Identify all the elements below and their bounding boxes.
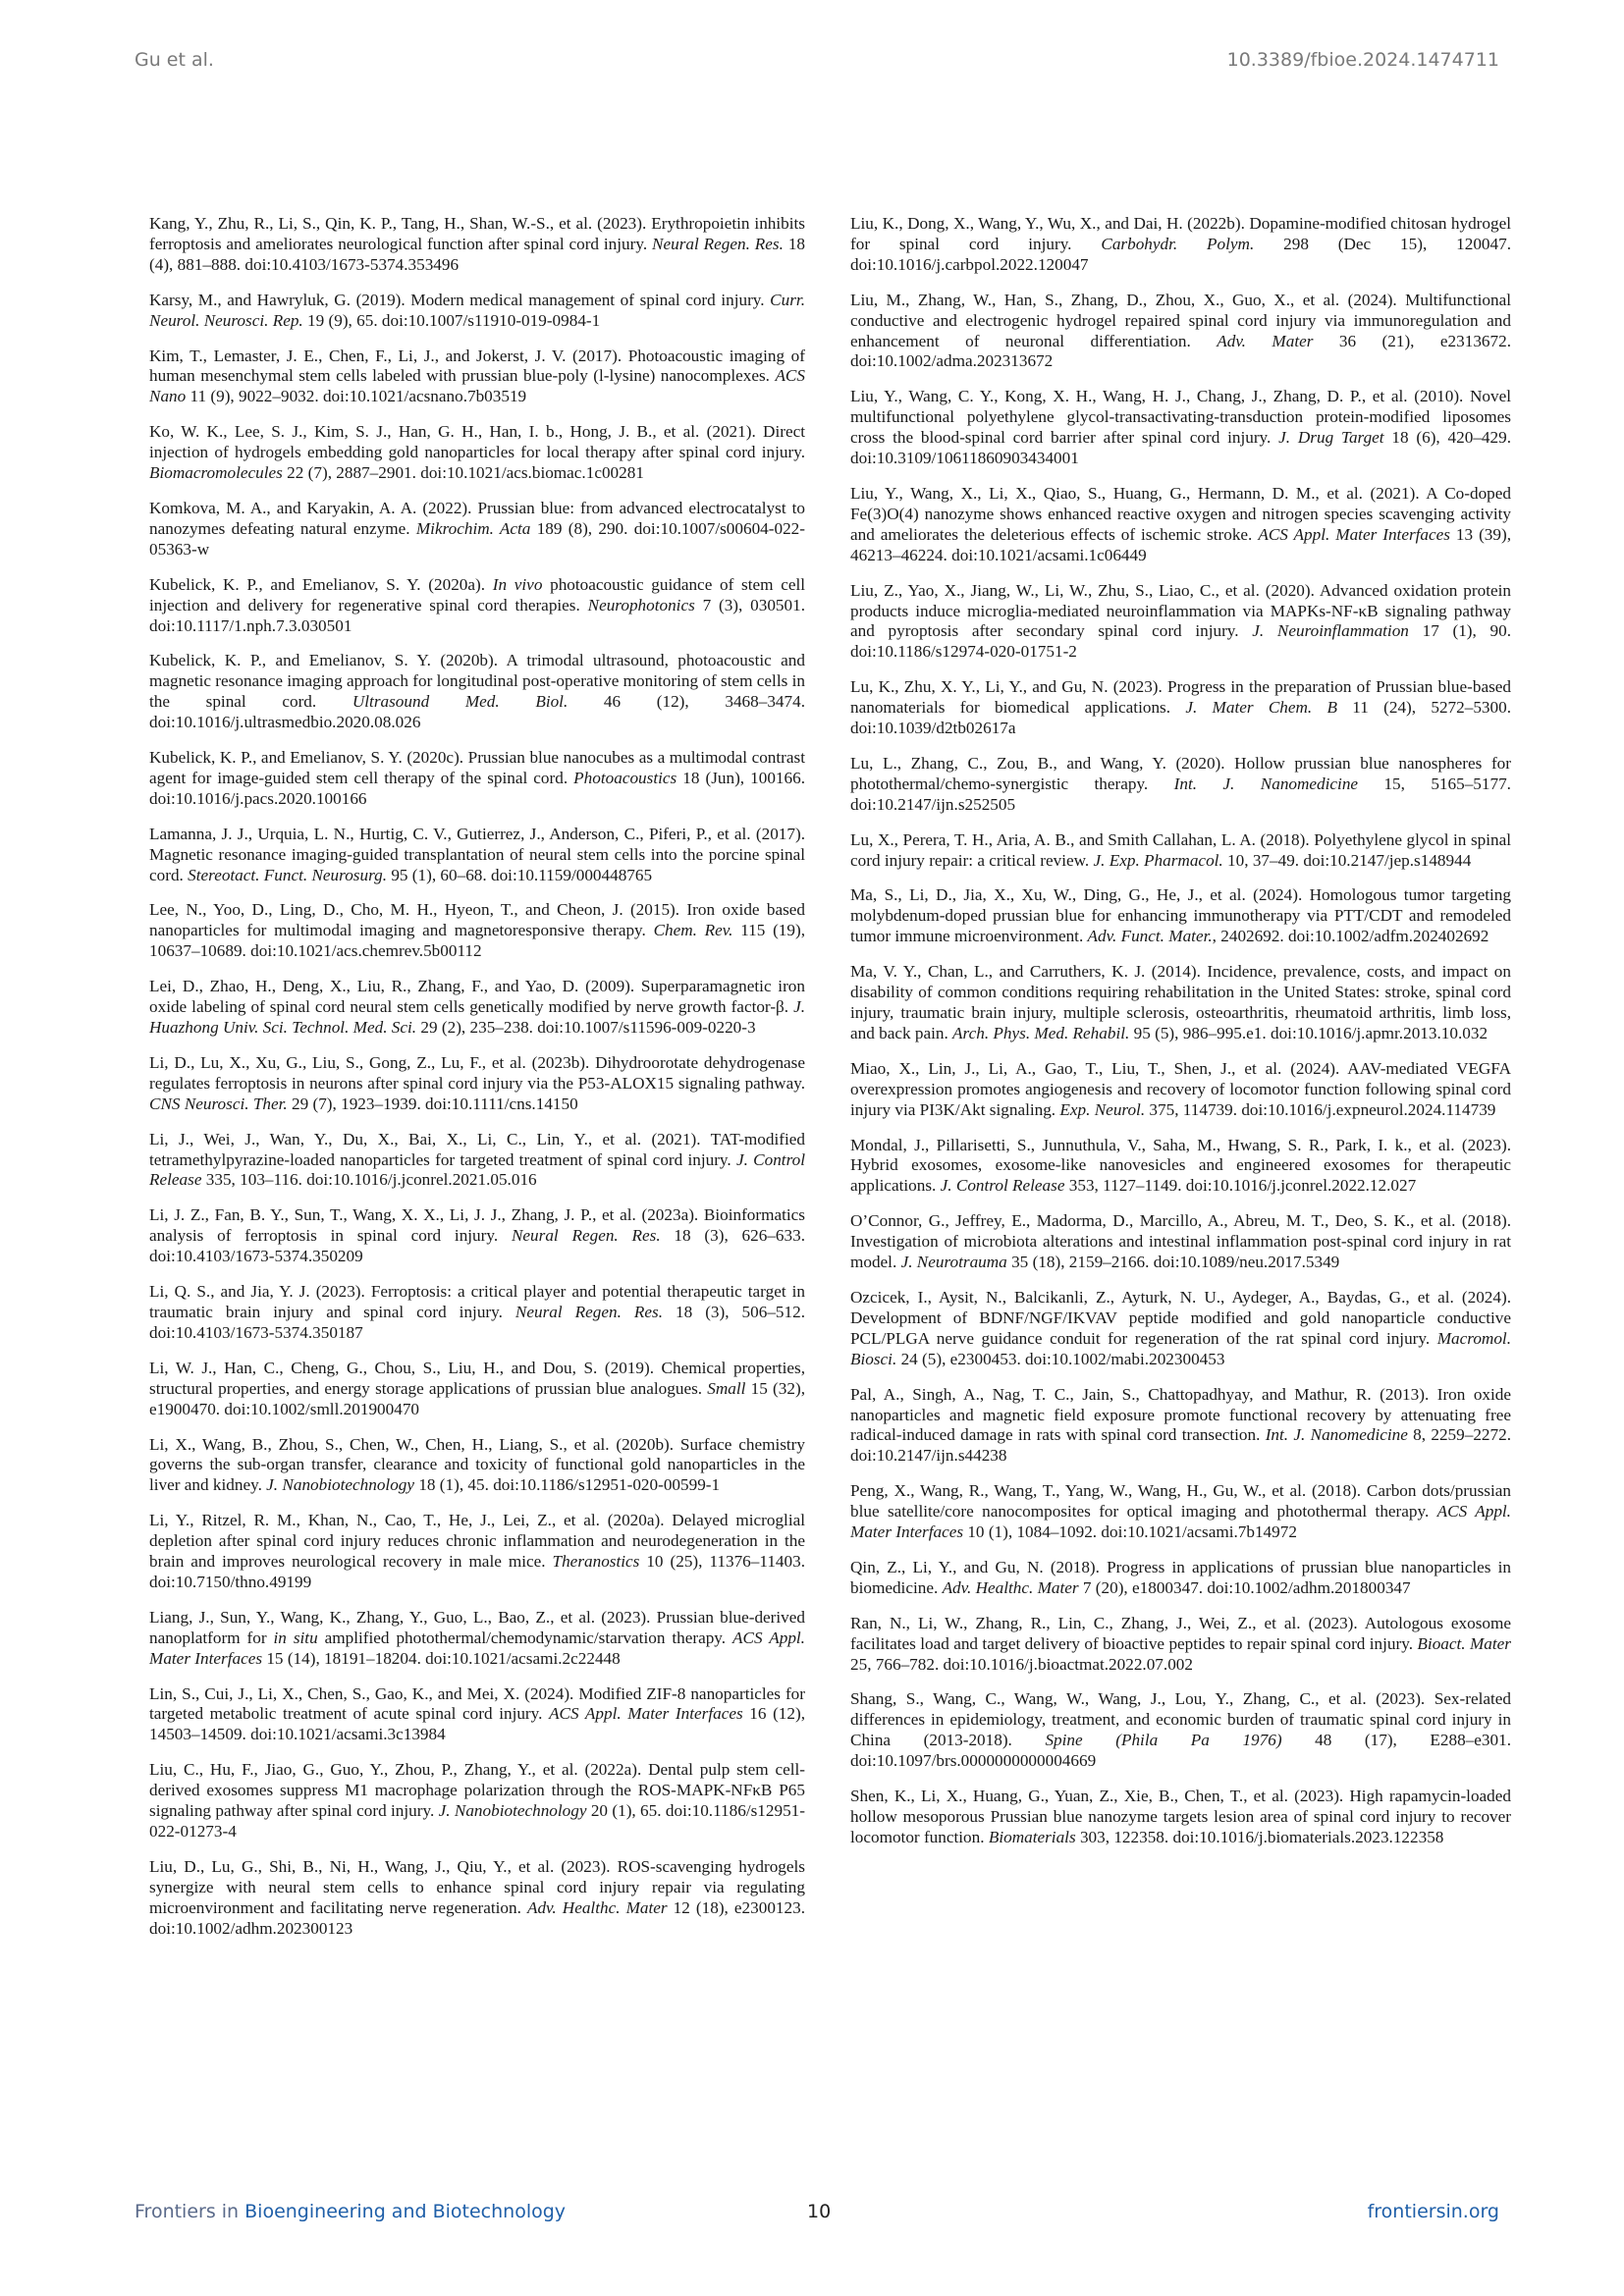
journal-name: Int. J. Nanomedicine [1173,774,1359,793]
reference-text: Mondal, J., Pillarisetti, S., Junnuthula, V., Saha, M., Hwang, S. R., Park, I. k., et al. (2023). Hybrid exosomes, exosome-like nanovesicles and engineered exosomes for therapeutic applications. [850,1135,1511,1196]
reference-text: 18 (6), 420–429. doi:10.3109/10611860903434001 [850,428,1511,468]
reference-text: 10, 37–49. doi:10.2147/jep.s148944 [1222,850,1472,870]
reference-entry [149,422,805,484]
reference-entry [149,499,805,561]
reference-text: Miao, X., Lin, J., Li, A., Gao, T., Liu, T., Shen, J., et al. (2024). AAV-mediated VEGFA overexpression promotes angiogenesis and recovery of locomotor function following spinal cord injury via PI3K/Akt signaling. [850,1058,1511,1119]
reference-text: 18 (Jun), 100166. doi:10.1016/j.pacs.2020.100166 [149,768,805,808]
reference-text: Pal, A., Singh, A., Nag, T. C., Jain, S., Chattopadhyay, and Mathur, R. (2013). Iron oxide nanoparticles and magnetic field exposure promote functional recovery by attenuating free radical-induced damage in rats with spinal cord transection. [850,1384,1511,1445]
journal-name: Arch. Phys. Med. Rehabil. [952,1023,1130,1042]
reference-text: Li, X., Wang, B., Zhou, S., Chen, W., Chen, H., Liang, S., et al. (2020b). Surface chemistry governs the sub-organ transfer, clearance and toxicity of functional gold nanoparticles in the liver and kidney. [149,1434,805,1495]
reference-text: 375, 114739. doi:10.1016/j.expneurol.2024.114739 [1145,1099,1496,1119]
page-footer [135,2201,1499,2230]
reference-entry [850,387,1511,469]
reference-text: Liang, J., Sun, Y., Wang, K., Zhang, Y., Guo, L., Bao, Z., et al. (2023). Prussian blue-derived nanoplatform for [149,1607,805,1647]
reference-entry [149,1053,805,1115]
reference-entry [149,1130,805,1192]
reference-entry [149,291,805,332]
reference-entry [149,1608,805,1670]
footer-journal-name: Bioengineering and Biotechnology [244,2201,567,2222]
journal-name: Mikrochim. Acta [415,518,531,538]
reference-text: 35 (18), 2159–2166. doi:10.1089/neu.2017.5349 [1006,1253,1340,1272]
reference-entry [850,1787,1511,1848]
reference-entry [149,1205,805,1267]
reference-text: 36 (21), e2313672. doi:10.1002/adma.202313672 [850,331,1512,371]
footer-site-link[interactable]: frontiersin.org [1367,2201,1499,2222]
journal-name: Theranostics [552,1552,640,1572]
reference-entry [149,1857,805,1940]
reference-entry [850,581,1511,664]
reference-text: 95 (5), 986–995.e1. doi:10.1016/j.apmr.2013.10.032 [1129,1023,1489,1042]
reference-text: 8, 2259–2272. doi:10.2147/ijn.s44238 [850,1425,1512,1466]
reference-entry [149,575,805,637]
reference-text: Liu, Y., Wang, C. Y., Kong, X. H., Wang, H. J., Chang, J., Zhang, D. P., et al. (2010). Novel multifunctional polyethylene glycol-transactivating-transduction protein-modified liposomes cross the blood-spinal cord barrier after spinal cord injury. [850,387,1511,448]
journal-name: ACS Appl. Mater Interfaces [149,1628,805,1668]
reference-text: Karsy, M., and Hawryluk, G. (2019). Modern medical management of spinal cord injury. [149,290,771,309]
reference-entry [149,1760,805,1842]
reference-text: 7 (20), e1800347. doi:10.1002/adhm.201800347 [1078,1577,1411,1597]
reference-text: 115 (19), 10637–10689. doi:10.1021/acs.chemrev.5b00112 [149,921,805,961]
reference-text: , 2402692. doi:10.1002/adfm.202402692 [1212,927,1489,946]
reference-text: 10 (1), 1084–1092. doi:10.1021/acsami.7b14972 [963,1522,1297,1542]
reference-text: 18 (3), 626–633. doi:10.4103/1673-5374.350209 [149,1226,805,1266]
journal-name: Exp. Neurol. [1059,1099,1146,1119]
reference-text: Liu, Y., Wang, X., Li, X., Qiao, S., Huang, G., Hermann, D. M., et al. (2021). A Co-doped Fe(3)O(4) nanozyme shows enhanced reactive oxygen and nitrogen species scavenging activity and ameliorates the deleterious effects of ischemic stroke. [850,483,1511,544]
reference-entry [149,1511,805,1593]
journal-name: Adv. Funct. Mater. [1087,927,1213,946]
reference-text: Ozcicek, I., Aysit, N., Balcikanli, Z., Ayturk, N. U., Aydeger, A., Baydas, G., et al. (2024). Development of BDNF/NGF/IKVAV peptide modified and gold nanoparticle conductive PCL/PLGA nerve guidance conduit for regeneration of the rat spinal cord injury. [850,1287,1511,1348]
reference-text: 11 (9), 9022–9032. doi:10.1021/acsnano.7b03519 [186,387,527,406]
reference-text: 10 (25), 11376–11403. doi:10.7150/thno.49199 [149,1552,805,1591]
reference-text: 29 (7), 1923–1939. doi:10.1111/cns.14150 [287,1094,578,1113]
italic-term: in situ [273,1628,318,1647]
reference-entry [850,1211,1511,1273]
reference-text: 17 (1), 90. doi:10.1186/s12974-020-01751-2 [850,621,1511,662]
journal-name: Macromol. Biosci. [850,1328,1511,1368]
reference-entry [149,651,805,733]
reference-text: Shang, S., Wang, C., Wang, W., Wang, J., Lou, Y., Zhang, C., et al. (2023). Sex-related differences in epidemiology, treatment, and economic burden of traumatic spinal cord injury in China (2013-2018). [850,1689,1511,1750]
reference-text: 48 (17), E288–e301. doi:10.1097/brs.0000000000004669 [850,1731,1511,1771]
reference-text: Liu, M., Zhang, W., Han, S., Zhang, D., Zhou, X., Guo, X., et al. (2024). Multifunctional conductive and electrogenic hydrogel repaired spinal cord injury via immunoregulation and enhancement of neuronal differentiation. [850,290,1511,350]
reference-text: Lamanna, J. J., Urquia, L. N., Hurtig, C. V., Gutierrez, J., Anderson, C., Piferi, P., et al. (2017). Magnetic resonance imaging-guided transplantation of neural stem cells into the porcine spinal cord. [149,824,805,884]
reference-text: Li, Q. S., and Jia, Y. J. (2023). Ferroptosis: a critical player and potential therapeutic target in traumatic brain injury and spinal cord injury. [149,1282,805,1321]
journal-name: Adv. Healthc. Mater [526,1897,668,1917]
reference-entry [850,962,1511,1044]
reference-text: Kubelick, K. P., and Emelianov, S. Y. (2020a). [149,574,493,594]
reference-text: Lu, K., Zhu, X. Y., Li, Y., and Gu, N. (2023). Progress in the preparation of Prussian blue-based nanomaterials for biomedical applications. [850,677,1511,718]
reference-entry [850,677,1511,739]
reference-entry [149,900,805,962]
reference-text: Ma, S., Li, D., Jia, X., Xu, W., Ding, G., He, J., et al. (2024). Homologous tumor targeting molybdenum-doped prussian blue for enhancing immunotherapy via PTT/CDT and remodeled tumor immune microenvironment. [850,885,1511,946]
journal-name: J. Mater Chem. B [1185,698,1338,718]
reference-text: 15 (14), 18191–18204. doi:10.1021/acsami.2c22448 [262,1648,621,1668]
journal-name: Chem. Rev. [653,921,733,940]
reference-text: Shen, K., Li, X., Huang, G., Yuan, Z., Xie, B., Chen, T., et al. (2023). High rapamycin-loaded hollow mesoporous Prussian blue nanozyme targets lesion area of spinal cord injury to recover locomotor function. [850,1787,1511,1846]
reference-entry [850,1059,1511,1121]
journal-name: Small [707,1378,746,1398]
reference-text: Ko, W. K., Lee, S. J., Kim, S. J., Han, G. H., Han, I. b., Hong, J. B., et al. (2021). Direct injection of hydrogels embedding gold nanoparticles for local therapy after spinal cord injury. [149,422,805,462]
reference-text: Liu, D., Lu, G., Shi, B., Ni, H., Wang, J., Qiu, Y., et al. (2023). ROS-scavenging hydrogels synergize with neural stem cells to enhance spinal cord injury repair via regulating microenvironment and facilitating nerve regeneration. [149,1856,805,1917]
reference-text: Li, J., Wei, J., Wan, Y., Du, X., Bai, X., Li, C., Lin, Y., et al. (2021). TAT-modified tetramethylpyrazine-loaded nanoparticles for targeted treatment of spinal cord injury. [149,1129,805,1169]
reference-entry [850,1288,1511,1370]
italic-term: In vivo [492,574,543,594]
reference-text: 18 (3), 506–512. doi:10.4103/1673-5374.350187 [149,1302,805,1342]
reference-entry [149,347,805,408]
reference-text: Liu, C., Hu, F., Jiao, G., Guo, Y., Zhou, P., Zhang, Y., et al. (2022a). Dental pulp stem cell-derived exosomes suppress M1 macrophage polarization through the ROS-MAPK-NFκB P65 signaling pathway after spinal cord injury. [149,1760,805,1821]
journal-name: J. Control Release [940,1176,1065,1196]
reference-entry [850,1385,1511,1468]
reference-entry [850,214,1511,276]
reference-text: 95 (1), 60–68. doi:10.1159/000448765 [387,865,653,884]
journal-name: ACS Appl. Mater Interfaces [850,1502,1511,1542]
journal-name: Spine (Phila Pa 1976) [1045,1731,1282,1750]
journal-name: J. Drug Target [1278,428,1384,448]
reference-text: Ran, N., Li, W., Zhang, R., Lin, C., Zhang, J., Wei, Z., et al. (2023). Autologous exosome facilitates load and target delivery of bioactive peptides to repair spinal cord injury. [850,1613,1511,1653]
reference-text: Ma, V. Y., Chan, L., and Carruthers, K. J. (2014). Incidence, prevalence, costs, and impact on disability of common conditions requiring rehabilitation in the United States: stroke, spinal cord injury, traumatic brain injury, multiple sclerosis, osteoarthritis, rheumatoid arthritis, limb loss, and back pain. [850,962,1511,1042]
running-head-authors: Gu et al. [135,49,214,71]
reference-text: Lee, N., Yoo, D., Ling, D., Cho, M. H., Hyeon, T., and Cheon, J. (2015). Iron oxide based nanoparticles for multimodal imaging and magnetoresponsive therapy. [149,900,805,940]
reference-text: Lei, D., Zhao, H., Deng, X., Liu, R., Zhang, F., and Yao, D. (2009). Superparamagnetic iron oxide labeling of spinal cord neural stem cells genetically modified by nerve growth factor-β. [149,977,805,1017]
reference-column-right [850,214,1511,1863]
reference-text: Lu, X., Perera, T. H., Aria, A. B., and Smith Callahan, L. A. (2018). Polyethylene glycol in spinal cord injury repair: a critical review. [850,829,1511,870]
journal-name: ACS Nano [149,366,805,406]
journal-name: J. Nanobiotechnology [266,1475,415,1495]
journal-name: J. Neuroinflammation [1252,621,1409,641]
reference-text: 11 (24), 5272–5300. doi:10.1039/d2tb02617a [850,698,1512,738]
reference-text: 22 (7), 2887–2901. doi:10.1021/acs.biomac.1c00281 [282,463,644,483]
reference-text: O’Connor, G., Jeffrey, E., Madorma, D., Marcillo, A., Abreu, M. T., Deo, S. K., et al. (2018). Investigation of microbiota alterations and intestinal inflammation post-spinal cord injury in rat model. [850,1211,1511,1272]
reference-entry [149,977,805,1039]
reference-entry [850,1614,1511,1676]
reference-entry [850,1558,1511,1599]
reference-text: Kang, Y., Zhu, R., Li, S., Qin, K. P., Tang, H., Shan, W.-S., et al. (2023). Erythropoietin inhibits ferroptosis and ameliorates neurological function after spinal cord injury. [149,214,805,253]
footer-prefix: Frontiers in [135,2201,245,2222]
journal-name: Neural Regen. Res. [514,1302,664,1321]
reference-text: Liu, Z., Yao, X., Jiang, W., Li, W., Zhu, S., Liao, C., et al. (2020). Advanced oxidation protein products induce microglia-mediated neuroinflammation via MAPKs-NF-κB signaling pathway and pyroptosis after secondary spinal cord injury. [850,580,1511,641]
journal-name: Adv. Healthc. Mater [942,1577,1079,1597]
reference-text: 189 (8), 290. doi:10.1007/s00604-022-05363-w [149,518,805,559]
reference-text: photoacoustic guidance of stem cell injection and delivery for regenerative spinal cord therapies. [149,574,806,614]
reference-text: Li, Y., Ritzel, R. M., Khan, N., Cao, T., He, J., Lei, Z., et al. (2020a). Delayed microglial depletion after spinal cord injury reduces chronic inflammation and neurodegeneration in the brain and improves neurological recovery in male mice. [149,1511,805,1572]
reference-text: Liu, K., Dong, X., Wang, Y., Wu, X., and Dai, H. (2022b). Dopamine-modified chitosan hydrogel for spinal cord injury. [850,214,1511,253]
page-number: 10 [807,2201,832,2222]
reference-text: Li, D., Lu, X., Xu, G., Liu, S., Gong, Z., Lu, F., et al. (2023b). Dihydroorotate dehydrogenase regulates ferroptosis in neurons after spinal cord injury via the P53-ALOX15 signaling pathway. [149,1052,805,1093]
reference-text: 46 (12), 3468–3474. doi:10.1016/j.ultrasmedbio.2020.08.026 [149,692,805,732]
journal-name: CNS Neurosci. Ther. [149,1094,288,1113]
journal-name: ACS Appl. Mater Interfaces [549,1704,743,1724]
reference-entry [850,1481,1511,1543]
reference-text: 12 (18), e2300123. doi:10.1002/adhm.202300123 [149,1897,806,1938]
reference-entry [850,754,1511,816]
reference-text: 18 (1), 45. doi:10.1186/s12951-020-00599-1 [414,1475,721,1495]
reference-text: 335, 103–116. doi:10.1016/j.jconrel.2021.05.016 [201,1170,537,1190]
reference-text: Komkova, M. A., and Karyakin, A. A. (2022). Prussian blue: from advanced electrocatalyst to nanozymes defeating natural enzyme. [149,498,805,538]
reference-entry [149,1359,805,1420]
running-head-doi: 10.3389/fbioe.2024.1474711 [1226,49,1499,71]
journal-name: Adv. Mater [1217,331,1314,350]
reference-text: 25, 766–782. doi:10.1016/j.bioactmat.2022.07.002 [850,1654,1193,1674]
reference-entry [149,748,805,810]
reference-entry [149,214,805,276]
reference-entry [149,1684,805,1746]
journal-name: J. Exp. Pharmacol. [1093,850,1223,870]
reference-text: Kubelick, K. P., and Emelianov, S. Y. (2020b). A trimodal ultrasound, photoacoustic and magnetic resonance imaging approach for longitudinal post-operative monitoring of stem cells in the spinal cord. [149,651,805,712]
reference-text: Lin, S., Cui, J., Li, X., Chen, S., Gao, K., and Mei, X. (2024). Modified ZIF-8 nanoparticles for targeted metabolic treatment of acute spinal cord injury. [149,1683,805,1724]
reference-text: 303, 122358. doi:10.1016/j.biomaterials.2023.122358 [1075,1827,1444,1846]
reference-text: 24 (5), e2300453. doi:10.1002/mabi.202300453 [896,1349,1225,1368]
journal-name: ACS Appl. Mater Interfaces [1258,524,1450,544]
reference-text: 7 (3), 030501. doi:10.1117/1.nph.7.3.030501 [149,595,805,635]
journal-name: Neural Regen. Res. [652,234,784,253]
footer-journal [135,2201,566,2222]
reference-entry [850,1136,1511,1198]
reference-text: 13 (39), 46213–46224. doi:10.1021/acsami.1c06449 [850,524,1511,564]
reference-text: 15, 5165–5177. doi:10.2147/ijn.s252505 [850,774,1511,814]
journal-name: Bioact. Mater [1417,1633,1511,1653]
journal-name: Biomaterials [988,1827,1076,1846]
journal-name: J. Nanobiotechnology [438,1801,587,1821]
journal-name: J. Control Release [149,1149,805,1190]
page-header [135,49,1499,79]
reference-text: Li, J. Z., Fan, B. Y., Sun, T., Wang, X. X., Li, J. J., Zhang, J. P., et al. (2023a). Bioinformatics analysis of ferroptosis in spinal cord injury. [149,1205,805,1246]
journal-name: Int. J. Nanomedicine [1265,1425,1408,1445]
reference-entry [850,291,1511,373]
reference-text: Li, W. J., Han, C., Cheng, G., Chou, S., Liu, H., and Dou, S. (2019). Chemical properties, structural properties, and energy storage applications of prussian blue analogues. [149,1358,805,1398]
reference-text: Qin, Z., Li, Y., and Gu, N. (2018). Progress in applications of prussian blue nanoparticles in biomedicine. [850,1557,1511,1597]
reference-text: 18 (4), 881–888. doi:10.4103/1673-5374.353496 [149,234,806,274]
reference-text: Kim, T., Lemaster, J. E., Chen, F., Li, J., and Jokerst, J. V. (2017). Photoacoustic imaging of human mesenchymal stem cells labeled with prussian blue-poly (l-lysine) nanocomplexes. [149,346,805,386]
journal-name: Ultrasound Med. Biol. [352,692,568,712]
reference-text: Kubelick, K. P., and Emelianov, S. Y. (2020c). Prussian blue nanocubes as a multimodal contrast agent for image-guided stem cell therapy of the spinal cord. [149,748,805,787]
reference-column-left [149,214,805,1954]
journal-name: Neural Regen. Res. [511,1226,661,1246]
reference-entry [850,830,1511,872]
reference-text: Lu, L., Zhang, C., Zou, B., and Wang, Y. (2020). Hollow prussian blue nanospheres for photothermal/chemo-synergistic therapy. [850,753,1511,793]
journal-name: Neurophotonics [587,595,695,614]
reference-entry [850,1689,1511,1772]
reference-text: 15 (32), e1900470. doi:10.1002/smll.201900470 [149,1378,805,1418]
journal-name: Biomacromolecules [149,463,283,483]
journal-name: Photoacoustics [573,768,677,787]
reference-text: amplified photothermal/chemodynamic/starvation therapy. [317,1628,733,1647]
journal-name: Curr. Neurol. Neurosci. Rep. [149,290,805,330]
reference-text: 353, 1127–1149. doi:10.1016/j.jconrel.2022.12.027 [1064,1176,1417,1196]
reference-text: 29 (2), 235–238. doi:10.1007/s11596-009-0220-3 [416,1018,756,1037]
reference-entry [850,484,1511,566]
reference-entry [149,825,805,886]
journal-name: J. Neurotrauma [900,1253,1007,1272]
reference-text: 16 (12), 14503–14509. doi:10.1021/acsami.3c13984 [149,1704,806,1744]
journal-name: Stereotact. Funct. Neurosurg. [188,865,388,884]
reference-entry [149,1282,805,1344]
reference-text: 20 (1), 65. doi:10.1186/s12951-022-01273-4 [149,1801,805,1841]
reference-text: 298 (Dec 15), 120047. doi:10.1016/j.carbpol.2022.120047 [850,234,1511,274]
reference-text: 19 (9), 65. doi:10.1007/s11910-019-0984-1 [302,310,601,330]
journal-name: Carbohydr. Polym. [1101,234,1255,253]
reference-entry [850,885,1511,947]
reference-text: Peng, X., Wang, R., Wang, T., Yang, W., Wang, H., Gu, W., et al. (2018). Carbon dots/prussian blue satellite/core nanocomposites for optical imaging and photothermal therapy. [850,1481,1511,1522]
reference-entry [149,1435,805,1497]
journal-name: J. Huazhong Univ. Sci. Technol. Med. Sci. [149,997,805,1037]
